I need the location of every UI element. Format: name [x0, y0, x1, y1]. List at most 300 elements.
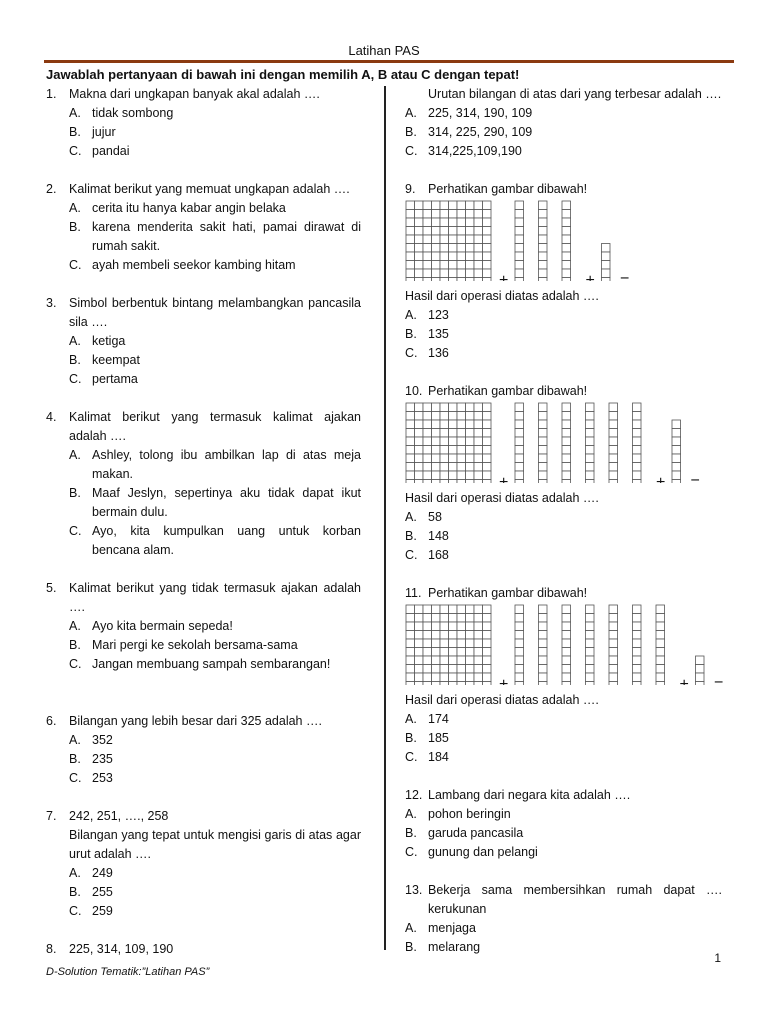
hundred-block	[406, 403, 491, 483]
rod-cell	[586, 429, 595, 438]
hundred-block	[406, 605, 491, 685]
grid-cell	[457, 665, 466, 674]
grid-cell	[440, 201, 449, 210]
rod-cell	[586, 682, 595, 686]
option-letter: A.	[69, 866, 81, 880]
figure-prompt: Perhatikan gambar dibawah!	[428, 586, 588, 600]
grid-cell	[466, 429, 475, 438]
rod-cell	[515, 622, 524, 631]
plus-sign: +	[499, 272, 509, 281]
rod-cell	[515, 235, 524, 244]
grid-cell	[483, 605, 492, 614]
grid-cell	[406, 403, 415, 412]
rod-cell	[515, 244, 524, 253]
grid-cell	[466, 252, 475, 261]
unit-cube	[696, 682, 705, 686]
option-letter: C.	[69, 771, 82, 785]
answer-option	[69, 142, 361, 161]
grid-cell	[466, 218, 475, 227]
rod-cell	[515, 656, 524, 665]
rod-cell	[539, 665, 548, 674]
option-text: jujur	[92, 125, 116, 139]
option-letter: A.	[69, 334, 81, 348]
rod-cell	[539, 261, 548, 270]
rod-cell	[609, 605, 618, 614]
grid-cell	[423, 235, 432, 244]
grid-cell	[449, 631, 458, 640]
rod-cell	[515, 471, 524, 480]
grid-cell	[457, 235, 466, 244]
grid-cell	[474, 622, 483, 631]
header-rule	[44, 60, 734, 63]
grid-cell	[423, 665, 432, 674]
grid-cell	[440, 244, 449, 253]
grid-cell	[406, 446, 415, 455]
grid-cell	[432, 227, 441, 236]
grid-cell	[423, 673, 432, 682]
answer-option	[69, 655, 361, 674]
grid-cell	[432, 429, 441, 438]
answer-option	[69, 617, 361, 636]
grid-cell	[432, 269, 441, 278]
rod-cell	[562, 210, 571, 219]
option-letter: B.	[405, 529, 417, 543]
grid-cell	[440, 665, 449, 674]
rod-cell	[562, 471, 571, 480]
unit-cube	[672, 471, 681, 480]
grid-cell	[449, 471, 458, 480]
grid-cell	[440, 403, 449, 412]
grid-cell	[474, 210, 483, 219]
grid-cell	[440, 420, 449, 429]
grid-cell	[415, 665, 424, 674]
grid-cell	[457, 437, 466, 446]
instruction-text: Jawablah pertanyaan di bawah ini dengan memilih A, B atau C dengan tepat!	[46, 67, 520, 82]
grid-cell	[415, 463, 424, 472]
grid-cell	[474, 446, 483, 455]
grid-cell	[432, 665, 441, 674]
question-text: Kalimat berikut yang memuat ungkapan adalah ….	[69, 182, 350, 196]
rod-cell	[562, 648, 571, 657]
option-text: 255	[92, 885, 113, 899]
answer-option	[405, 306, 722, 325]
rod-cell	[609, 480, 618, 484]
option-letter: B.	[405, 940, 417, 954]
option-letter: C.	[405, 548, 418, 562]
option-list	[405, 710, 722, 767]
option-letter: C.	[405, 144, 418, 158]
rod-cell	[562, 446, 571, 455]
rod-cell	[656, 605, 665, 614]
grid-cell	[406, 429, 415, 438]
rod-cell	[586, 605, 595, 614]
answer-option	[405, 546, 722, 565]
option-text: gunung dan pelangi	[428, 845, 538, 859]
grid-cell	[406, 235, 415, 244]
option-text: Jangan membuang sampah sembarangan!	[92, 657, 331, 671]
grid-cell	[474, 412, 483, 421]
rod-cell	[539, 420, 548, 429]
grid-cell	[432, 403, 441, 412]
grid-cell	[457, 682, 466, 686]
grid-cell	[457, 429, 466, 438]
option-text: 135	[428, 327, 449, 341]
rod-cell	[633, 420, 642, 429]
plus-sign: +	[585, 272, 595, 281]
grid-cell	[457, 210, 466, 219]
rod-cell	[539, 218, 548, 227]
rod-cell	[562, 227, 571, 236]
footer-label: D-Solution Tematik:”Latihan PAS”	[46, 966, 210, 978]
option-text: 174	[428, 712, 449, 726]
rod-cell	[515, 673, 524, 682]
rod-cell	[633, 639, 642, 648]
rod-cell	[515, 403, 524, 412]
rod-cell	[562, 261, 571, 270]
ten-rod	[633, 605, 642, 685]
question-number: 4.	[46, 410, 57, 424]
figure-prompt: Perhatikan gambar dibawah!	[428, 384, 588, 398]
grid-cell	[449, 210, 458, 219]
grid-cell	[457, 252, 466, 261]
answer-option	[69, 902, 361, 921]
grid-cell	[406, 673, 415, 682]
grid-cell	[432, 471, 441, 480]
option-letter: B.	[405, 125, 417, 139]
rod-cell	[539, 656, 548, 665]
option-text: 184	[428, 750, 449, 764]
rod-cell	[515, 605, 524, 614]
left-column	[46, 85, 361, 959]
figure-wrapper	[405, 401, 722, 489]
rod-cell	[539, 648, 548, 657]
rod-cell	[539, 278, 548, 282]
rod-cell	[539, 614, 548, 623]
grid-cell	[415, 218, 424, 227]
grid-cell	[483, 631, 492, 640]
ten-rod	[609, 403, 618, 483]
rod-cell	[633, 480, 642, 484]
rod-cell	[609, 420, 618, 429]
grid-cell	[423, 446, 432, 455]
grid-cell	[457, 218, 466, 227]
grid-cell	[474, 278, 483, 282]
plus-sign: +	[499, 676, 509, 685]
grid-cell	[432, 605, 441, 614]
grid-cell	[406, 682, 415, 686]
grid-cell	[483, 639, 492, 648]
rod-cell	[562, 622, 571, 631]
grid-cell	[457, 480, 466, 484]
grid-cell	[474, 682, 483, 686]
grid-cell	[440, 480, 449, 484]
rod-cell	[609, 631, 618, 640]
grid-cell	[466, 235, 475, 244]
rod-cell	[539, 639, 548, 648]
grid-cell	[440, 639, 449, 648]
grid-cell	[449, 437, 458, 446]
grid-cell	[449, 656, 458, 665]
rod-cell	[515, 201, 524, 210]
rod-cell	[562, 235, 571, 244]
option-list	[405, 919, 722, 957]
rod-cell	[539, 244, 548, 253]
rod-cell	[609, 639, 618, 648]
grid-cell	[423, 437, 432, 446]
ones-stack	[696, 656, 705, 685]
option-list	[405, 805, 722, 862]
grid-cell	[415, 622, 424, 631]
question-number: 8.	[46, 942, 57, 956]
grid-cell	[406, 665, 415, 674]
option-letter: C.	[69, 144, 82, 158]
grid-cell	[449, 244, 458, 253]
option-list	[405, 306, 722, 363]
rod-cell	[515, 210, 524, 219]
grid-cell	[466, 648, 475, 657]
option-list	[69, 864, 361, 921]
option-list	[69, 446, 361, 560]
grid-cell	[440, 437, 449, 446]
question-9	[405, 180, 722, 363]
rod-cell	[656, 622, 665, 631]
question-1	[46, 85, 361, 161]
rod-cell	[633, 648, 642, 657]
question-text: Kalimat berikut yang tidak termasuk ajakan adalah ….	[69, 581, 361, 614]
grid-cell	[474, 201, 483, 210]
grid-cell	[483, 420, 492, 429]
grid-cell	[466, 682, 475, 686]
option-text: 352	[92, 733, 113, 747]
grid-cell	[457, 278, 466, 282]
grid-cell	[457, 656, 466, 665]
option-list	[405, 508, 722, 565]
grid-cell	[474, 648, 483, 657]
rod-cell	[539, 269, 548, 278]
grid-cell	[483, 622, 492, 631]
grid-cell	[466, 622, 475, 631]
option-text: tidak sombong	[92, 106, 174, 120]
option-letter: A.	[405, 510, 417, 524]
option-text: 235	[92, 752, 113, 766]
rod-cell	[515, 420, 524, 429]
rod-cell	[586, 673, 595, 682]
question-text: Makna dari ungkapan banyak akal adalah ….	[69, 87, 320, 101]
grid-cell	[483, 665, 492, 674]
option-list	[405, 104, 722, 161]
grid-cell	[466, 480, 475, 484]
unit-cube	[602, 261, 611, 270]
question-text: Kalimat berikut yang termasuk kalimat ajakan adalah ….	[69, 410, 361, 443]
grid-cell	[423, 656, 432, 665]
grid-cell	[440, 210, 449, 219]
grid-cell	[466, 446, 475, 455]
grid-cell	[432, 673, 441, 682]
grid-cell	[406, 437, 415, 446]
rod-cell	[609, 437, 618, 446]
grid-cell	[474, 235, 483, 244]
grid-cell	[415, 437, 424, 446]
grid-cell	[483, 682, 492, 686]
option-text: 253	[92, 771, 113, 785]
option-letter: A.	[69, 733, 81, 747]
option-letter: B.	[69, 638, 81, 652]
grid-cell	[449, 269, 458, 278]
grid-cell	[474, 673, 483, 682]
option-text: keempat	[92, 353, 140, 367]
right-column	[405, 85, 722, 957]
unit-cube	[672, 446, 681, 455]
answer-option	[69, 446, 361, 484]
rod-cell	[586, 639, 595, 648]
grid-cell	[415, 235, 424, 244]
question-text: Bilangan yang lebih besar dari 325 adalah ….	[69, 714, 322, 728]
grid-cell	[440, 412, 449, 421]
rod-cell	[633, 471, 642, 480]
rod-cell	[633, 446, 642, 455]
grid-cell	[457, 648, 466, 657]
rod-cell	[609, 412, 618, 421]
grid-cell	[474, 605, 483, 614]
unit-cube	[672, 437, 681, 446]
grid-cell	[406, 631, 415, 640]
grid-cell	[449, 252, 458, 261]
page-number: 1	[714, 951, 721, 965]
rod-cell	[539, 682, 548, 686]
question-13	[405, 881, 722, 957]
unit-cube	[602, 252, 611, 261]
grid-cell	[449, 235, 458, 244]
grid-cell	[466, 437, 475, 446]
grid-cell	[457, 446, 466, 455]
option-letter: B.	[405, 327, 417, 341]
grid-cell	[423, 463, 432, 472]
grid-cell	[432, 446, 441, 455]
grid-cell	[406, 210, 415, 219]
grid-cell	[406, 244, 415, 253]
rod-cell	[586, 631, 595, 640]
grid-cell	[483, 210, 492, 219]
question-number: 11.	[405, 586, 422, 600]
option-text: menjaga	[428, 921, 476, 935]
grid-cell	[466, 605, 475, 614]
hundred-block	[406, 201, 491, 281]
grid-cell	[432, 437, 441, 446]
question-number: 12.	[405, 788, 423, 802]
option-letter: A.	[405, 921, 417, 935]
grid-cell	[432, 235, 441, 244]
grid-cell	[474, 639, 483, 648]
rod-cell	[609, 463, 618, 472]
option-letter: C.	[69, 258, 82, 272]
grid-cell	[474, 269, 483, 278]
grid-cell	[423, 648, 432, 657]
question-number: 3.	[46, 296, 57, 310]
grid-cell	[440, 463, 449, 472]
grid-cell	[415, 648, 424, 657]
rod-cell	[586, 480, 595, 484]
rod-cell	[633, 614, 642, 623]
grid-cell	[423, 420, 432, 429]
grid-cell	[457, 420, 466, 429]
rod-cell	[656, 656, 665, 665]
rod-cell	[609, 614, 618, 623]
ten-rod	[633, 403, 642, 483]
rod-cell	[562, 631, 571, 640]
grid-cell	[440, 471, 449, 480]
grid-cell	[406, 480, 415, 484]
grid-cell	[449, 622, 458, 631]
grid-cell	[474, 429, 483, 438]
answer-option	[405, 748, 722, 767]
grid-cell	[483, 244, 492, 253]
rod-cell	[515, 631, 524, 640]
rod-cell	[539, 446, 548, 455]
grid-cell	[432, 420, 441, 429]
option-text: 314,225,109,190	[428, 144, 522, 158]
grid-cell	[423, 261, 432, 270]
grid-cell	[423, 605, 432, 614]
option-list	[69, 617, 361, 674]
unit-cube	[672, 454, 681, 463]
option-list	[69, 104, 361, 161]
unit-cube	[672, 429, 681, 438]
grid-cell	[423, 622, 432, 631]
ones-stack	[602, 244, 611, 282]
equals-sign: =	[714, 676, 724, 685]
grid-cell	[483, 656, 492, 665]
grid-cell	[415, 429, 424, 438]
rod-cell	[539, 480, 548, 484]
option-letter: A.	[405, 807, 417, 821]
grid-cell	[432, 218, 441, 227]
grid-cell	[483, 412, 492, 421]
grid-cell	[423, 614, 432, 623]
ten-rod	[562, 201, 571, 281]
rod-cell	[539, 605, 548, 614]
rod-cell	[539, 412, 548, 421]
question-text: Bekerja sama membersihkan rumah dapat …. kerukunan	[428, 883, 722, 916]
grid-cell	[432, 244, 441, 253]
grid-cell	[440, 648, 449, 657]
grid-cell	[440, 269, 449, 278]
unit-cube	[602, 278, 611, 282]
option-text: Mari pergi ke sekolah bersama-sama	[92, 638, 298, 652]
grid-cell	[466, 639, 475, 648]
grid-cell	[406, 622, 415, 631]
option-letter: B.	[69, 125, 81, 139]
column-divider	[384, 86, 386, 950]
rod-cell	[539, 403, 548, 412]
option-text: 225, 314, 190, 109	[428, 106, 533, 120]
answer-option	[405, 729, 722, 748]
rod-cell	[515, 463, 524, 472]
grid-cell	[457, 244, 466, 253]
grid-cell	[474, 244, 483, 253]
answer-option	[69, 218, 361, 256]
rod-cell	[515, 412, 524, 421]
option-text: 168	[428, 548, 449, 562]
grid-cell	[449, 648, 458, 657]
question-number: 2.	[46, 182, 57, 196]
grid-cell	[483, 471, 492, 480]
grid-cell	[432, 639, 441, 648]
grid-cell	[423, 201, 432, 210]
answer-option	[405, 344, 722, 363]
grid-cell	[423, 218, 432, 227]
grid-cell	[440, 605, 449, 614]
question-text: Bilangan yang tepat untuk mengisi garis di atas agar urut adalah ….	[69, 828, 361, 861]
